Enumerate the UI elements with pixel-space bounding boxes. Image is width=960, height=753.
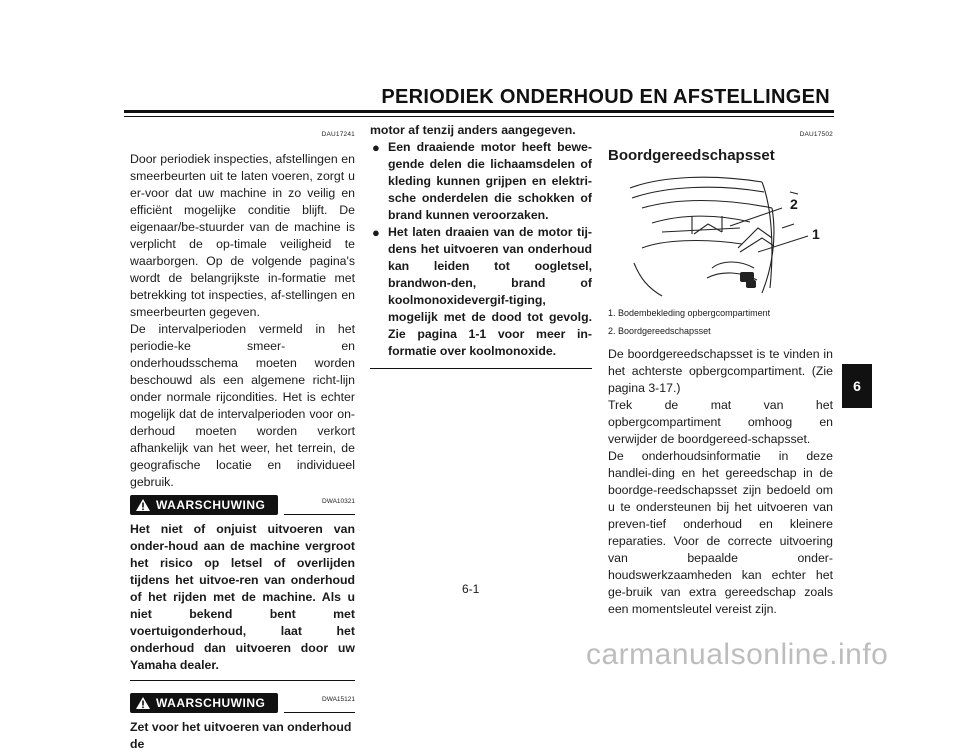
warning-end-rule <box>370 368 592 369</box>
warning-label-box <box>130 495 278 515</box>
warning-code: DWA15121 <box>322 696 355 703</box>
warning-continuation: motor af tenzij anders aangegeven. <box>370 123 576 137</box>
warning-end-rule <box>130 680 355 681</box>
body-paragraph: Trek de mat van het opbergcompartiment omhoog en verwijder de boordgereed-schapsset. <box>608 398 833 446</box>
caption-item: 2. Boordgereedschapsset <box>608 326 711 336</box>
warning-bullet <box>370 224 592 360</box>
warning-rule <box>284 514 355 515</box>
warning-label: WAARSCHUWING <box>156 497 266 512</box>
warning-text: Zet voor het uitvoeren van onderhoud de <box>130 720 352 751</box>
page-title: PERIODIEK ONDERHOUD EN AFSTELLINGEN <box>381 86 830 108</box>
body-paragraph: De boordgereedschapsset is te vinden in het achterste opbergcompartiment. (Zie pagina 3-17.) <box>608 347 833 395</box>
warning-label-box <box>130 693 278 713</box>
section-code: DAU17502 <box>799 131 833 138</box>
warning-bullet <box>370 139 592 224</box>
section-title: Boordgereedschapsset <box>608 147 775 164</box>
warning-label: WAARSCHUWING <box>156 695 266 710</box>
warning-banner <box>130 693 355 715</box>
body-paragraph: De onderhoudsinformatie in deze handlei-ding en het gereedschap in de boordge-reedschapsset zijn bedoeld om u te ondersteunen bij het uitvoeren van preven-tief onderhoud en kleinere reparaties. Voor de correcte uitvoering van bepaalde onder-houdswerkzaamheden kan echter het ge-bruik van extra gereedschap zoals een momentsleutel vereist zijn. <box>608 449 833 616</box>
intro-paragraph: Door periodiek inspecties, afstellingen en smeerbeurten uit te laten voeren, zorgt u er-voor dat uw machine in zo veilig en efficiënt mogelijke conditie blijft. De eigenaar/be-stuurder van de machine is verplicht de op-timale veiligheid te waarborgen. Op de volgende pagina's wordt de belangrijkste in-formatie met betrekking tot inspecties, af-stellingen en smeerbeurten gegeven. <box>130 152 355 319</box>
warning-triangle-icon <box>130 498 156 512</box>
callout-label: 2 <box>790 196 798 212</box>
watermark: carmanualsonline.info <box>586 638 889 671</box>
page-number: 6-1 <box>462 582 480 596</box>
warning-code: DWA10321 <box>322 498 355 505</box>
column-middle <box>370 122 592 369</box>
bullet-dot-icon: ● <box>372 140 380 155</box>
chapter-tab[interactable]: 6 <box>842 364 872 408</box>
warning-rule <box>284 712 355 713</box>
header-rule-thin <box>124 116 834 117</box>
warning-triangle-icon <box>130 696 156 710</box>
warning-text: Het niet of onjuist uitvoeren van onder-houd aan de machine vergroot het risico op letsel of overlijden tijdens het uitvoe-ren van onderhoud of het rijden met de machine. Als u niet bekend bent met voertuigonderhoud, laat het onderhoud dan uitvoeren door uw Yamaha dealer. <box>130 522 355 672</box>
column-left <box>130 126 355 753</box>
figure-captions <box>608 304 833 340</box>
bullet-text: Het laten draaien van de motor tij-dens het uitvoeren van onderhoud kan leiden tot oogletsel, brandwon-den, brand of koolmonoxidevergif-tiging, mogelijk met de dood tot gevolg. Zie pagina 1-1 voor meer in-formatie over koolmonoxide. <box>388 225 592 358</box>
callout-label: 1 <box>812 226 820 242</box>
tool-kit-figure <box>622 168 822 300</box>
section-code: DAU17241 <box>321 131 355 138</box>
warning-banner <box>130 495 355 517</box>
storage-compartment-illustration <box>622 168 822 300</box>
column-right <box>608 126 833 618</box>
bullet-dot-icon: ● <box>372 225 380 240</box>
caption-item: 1. Bodembekleding opbergcompartiment <box>608 308 771 318</box>
bullet-text: Een draaiende motor heeft bewe-gende delen die lichaamsdelen of kleding kunnen grijpen en elektri-sche onderdelen die schokken of brand kunnen veroorzaken. <box>388 140 592 222</box>
interval-paragraph: De intervalperioden vermeld in het periodie-ke smeer- en onderhoudsschema moeten worden beschouwd als een algemene richt-lijn onder normale rijcondities. Het is echter mogelijk dat de intervalperioden voor on-derhoud moeten worden verkort afhankelijk van het weer, het terrein, de geografische locatie en individueel gebruik. <box>130 322 355 489</box>
header-rule-thick <box>124 110 834 113</box>
